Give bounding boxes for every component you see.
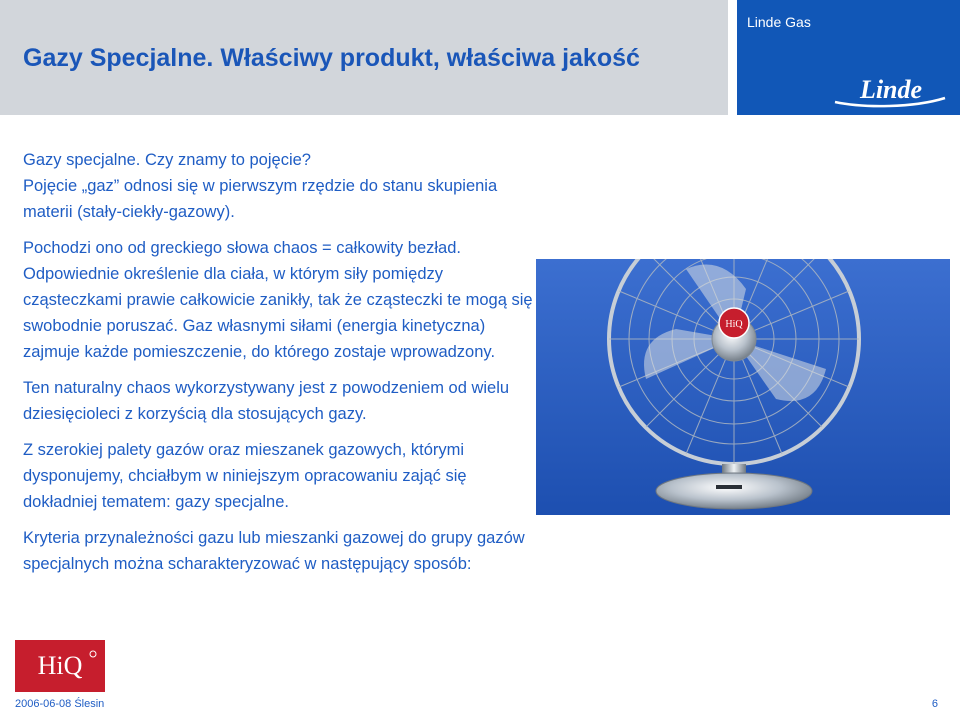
svg-text:HiQ: HiQ	[725, 319, 743, 330]
hiq-logo-text: HiQ	[37, 651, 83, 680]
content-heading: Gazy specjalne. Czy znamy to pojęcie?	[23, 151, 311, 169]
brand-label: Linde Gas	[747, 14, 811, 30]
paragraph-palette: Z szerokiej palety gazów oraz mieszanek gazowych, którymi dysponujemy, chciałbym w niniejszym opracowaniu zająć się dokładniej tematem: gazy specjalne.	[23, 441, 467, 511]
slide-title: Gazy Specjalne. Właściwy produkt, właściwa jakość	[23, 44, 640, 72]
hiq-logo	[15, 640, 105, 692]
content-body	[23, 147, 533, 577]
paragraph-chaos: Ten naturalny chaos wykorzystywany jest z powodzeniem od wielu dziesięcioleci z korzyścią dla stosujących gazy.	[23, 379, 510, 423]
paragraph-criteria: Kryteria przynależności gazu lub mieszanki gazowej do grupy gazów specjalnych można scharakteryzować w następujący sposób:	[23, 529, 525, 573]
page-number: 6	[931, 698, 938, 710]
title-band	[0, 0, 728, 115]
paragraph-origin: Pochodzi ono od greckiego słowa chaos = całkowity bezład. Odpowiednie określenie dla ciała, w którym siły pomiędzy cząsteczkami prawie całkowicie zanikły, tak że cząsteczki te mogą się swobodnie poruszać. Gaz własnymi siłami (energia kinetyczna) zajmuje każde pomieszczenie, do którego zostaje wprowadzony.	[23, 239, 533, 361]
paragraph-definition: Pojęcie „gaz” odnosi się w pierwszym rzędzie do stanu skupienia materii (stały-ciekły-gazowy).	[23, 177, 498, 221]
fan-hiq-badge	[719, 308, 749, 338]
footer-date-author: 2006-06-08 Ślesin	[15, 698, 105, 710]
linde-logo-text: Linde	[859, 75, 923, 104]
linde-logo	[833, 72, 949, 110]
fan-photo	[536, 259, 950, 515]
brand-panel	[737, 0, 960, 115]
